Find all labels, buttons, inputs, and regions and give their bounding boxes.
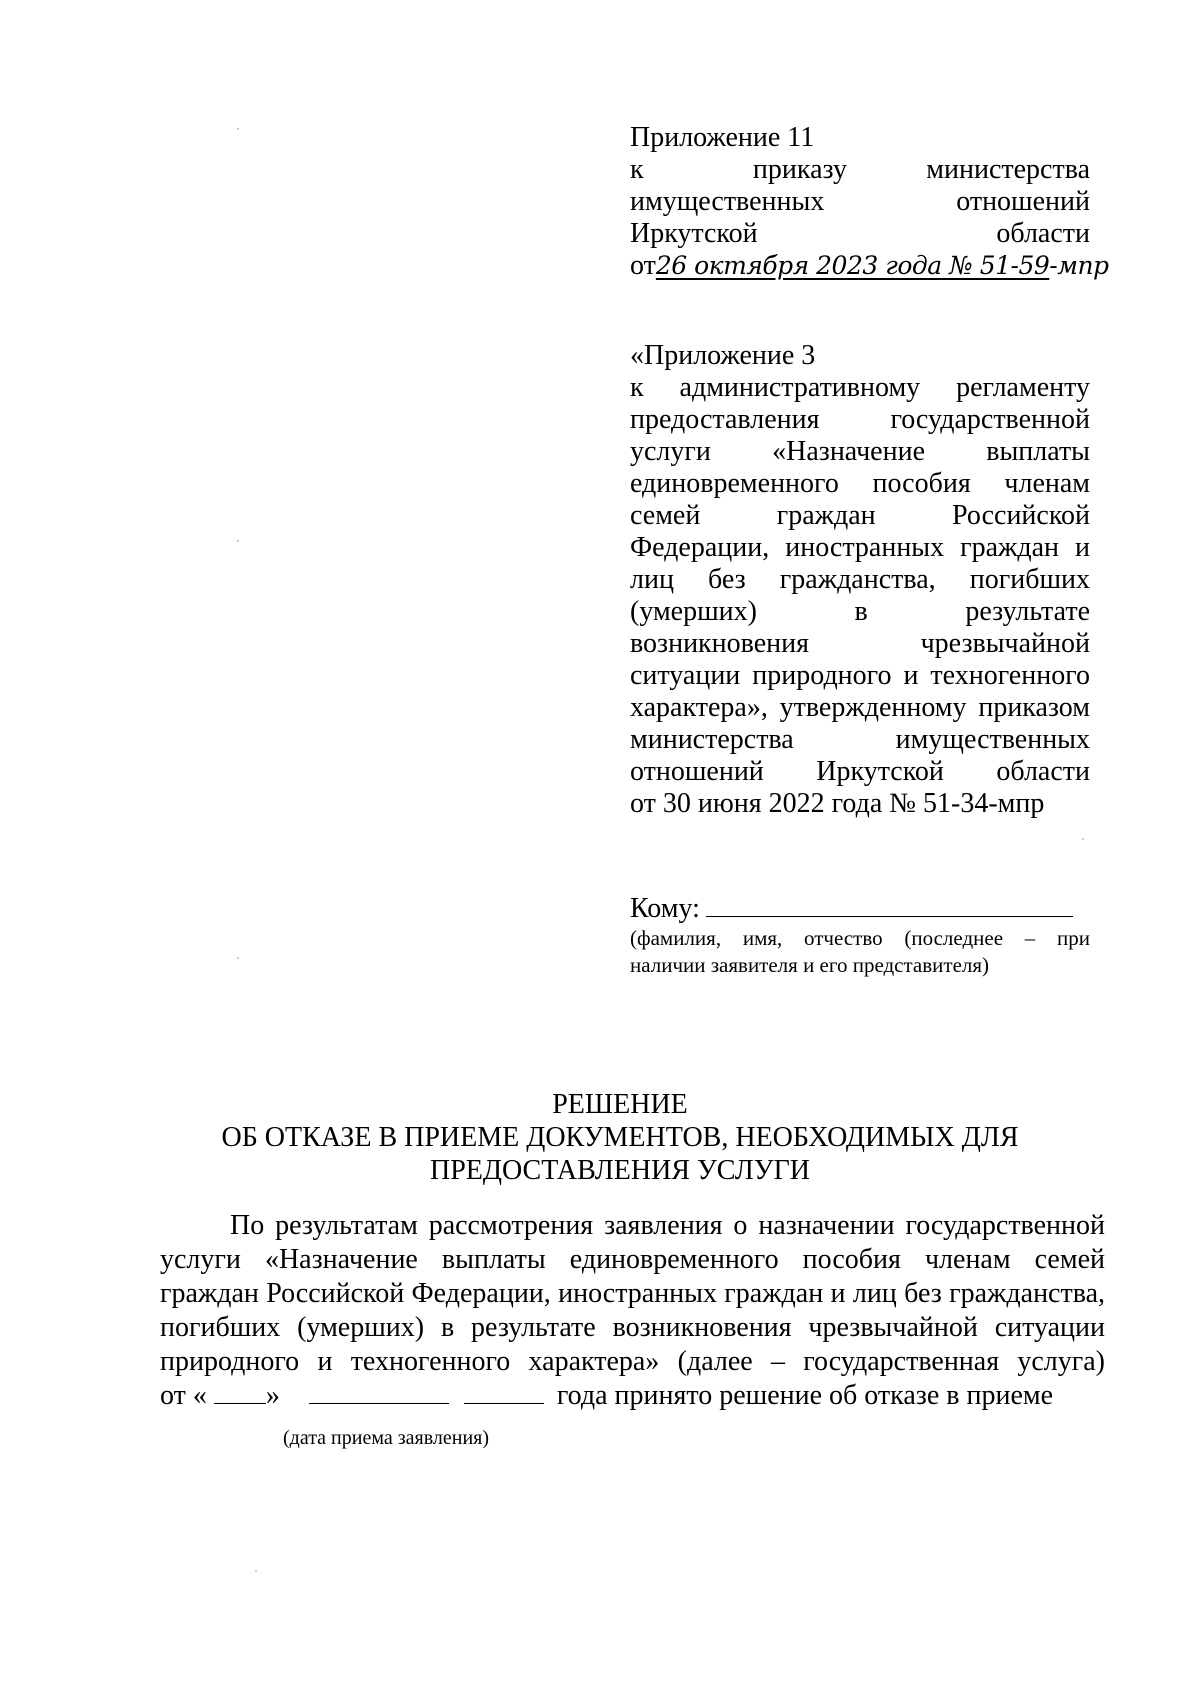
month-blank — [309, 1383, 449, 1404]
appendix-3-line: от 30 июня 2022 года № 51-34-мпр — [630, 788, 1045, 819]
appendix-3-line: единовременного пособия членам — [630, 468, 1090, 499]
appendix-3-line: предоставления государственной — [630, 404, 1090, 435]
appendix-3-line: отношений Иркутской области — [630, 756, 1090, 787]
scan-speck — [237, 957, 239, 959]
decision-body — [160, 1209, 1105, 1413]
recipient-label: Кому: — [630, 893, 700, 924]
appendix-11-line-2: имущественных отношений — [630, 186, 1090, 217]
handwritten-order-date: 26 октября 2023 года № 51-59 — [655, 251, 1050, 280]
appendix-3-line: (умерших) в результате — [630, 596, 1090, 627]
body-line: природного и техногенного характера» (далее – государственная услуга) — [160, 1346, 1105, 1377]
recipient-blank — [706, 894, 1073, 917]
appendix-3-line: возникновения чрезвычайной — [630, 628, 1090, 659]
appendix-3-line: характера», утвержденному приказом — [630, 692, 1090, 723]
scan-speck — [237, 128, 239, 130]
body-line: граждан Российской Федерации, иностранных граждан и лиц без гражданства, — [160, 1278, 1105, 1309]
body-line: погибших (умерших) в результате возникновения чрезвычайной ситуации — [160, 1312, 1105, 1343]
decision-title — [150, 1088, 1090, 1187]
appendix-3-line: лиц без гражданства, погибших — [630, 564, 1090, 595]
appendix-3-line: к административному регламенту — [630, 372, 1090, 403]
appendix-3-line: «Приложение 3 — [630, 340, 816, 371]
appendix-3-line: семей граждан Российской — [630, 500, 1090, 531]
scan-speck — [255, 1570, 257, 1572]
recipient-block — [630, 893, 1090, 979]
appendix-3-line: министерства имущественных — [630, 724, 1090, 755]
appendix-11-line-3: Иркутской области — [630, 218, 1090, 249]
appendix-11-title: Приложение 11 — [630, 122, 815, 153]
body-line: услуги «Назначение выплаты единовременного пособия членам семей — [160, 1244, 1105, 1275]
appendix-11-date-line: от26 октября 2023 года № 51-59-мпр — [630, 250, 1109, 281]
appendix-11-header — [630, 122, 1109, 282]
appendix-3-line: Федерации, иностранных граждан и — [630, 532, 1090, 563]
appendix-3-line: ситуации природного и техногенного — [630, 660, 1090, 691]
appendix-3-header — [630, 340, 1090, 820]
decision-title-line-2: ОБ ОТКАЗЕ В ПРИЕМЕ ДОКУМЕНТОВ, НЕОБХОДИМЫХ ДЛЯ — [221, 1122, 1019, 1153]
day-blank — [214, 1383, 266, 1404]
appendix-11-line-1: к приказу министерства — [630, 154, 1091, 185]
recipient-hint: (фамилия, имя, отчество (последнее – при наличии заявителя и его представителя) — [630, 926, 1090, 977]
recipient-line — [630, 893, 1090, 925]
decision-title-line-3: ПРЕДОСТАВЛЕНИЯ УСЛУГИ — [429, 1155, 810, 1186]
body-line: По результатам рассмотрения заявления о назначении государственной — [230, 1210, 1105, 1241]
decision-title-line-1: РЕШЕНИЕ — [552, 1089, 688, 1120]
year-blank — [464, 1383, 544, 1404]
scan-speck — [1082, 838, 1084, 840]
date-caption: (дата приема заявления) — [283, 1427, 490, 1449]
scan-speck — [237, 540, 239, 542]
appendix-3-line: услуги «Назначение выплаты — [630, 436, 1090, 467]
body-last-line: от « » года принято решение об отказе в приеме — [160, 1380, 1054, 1411]
